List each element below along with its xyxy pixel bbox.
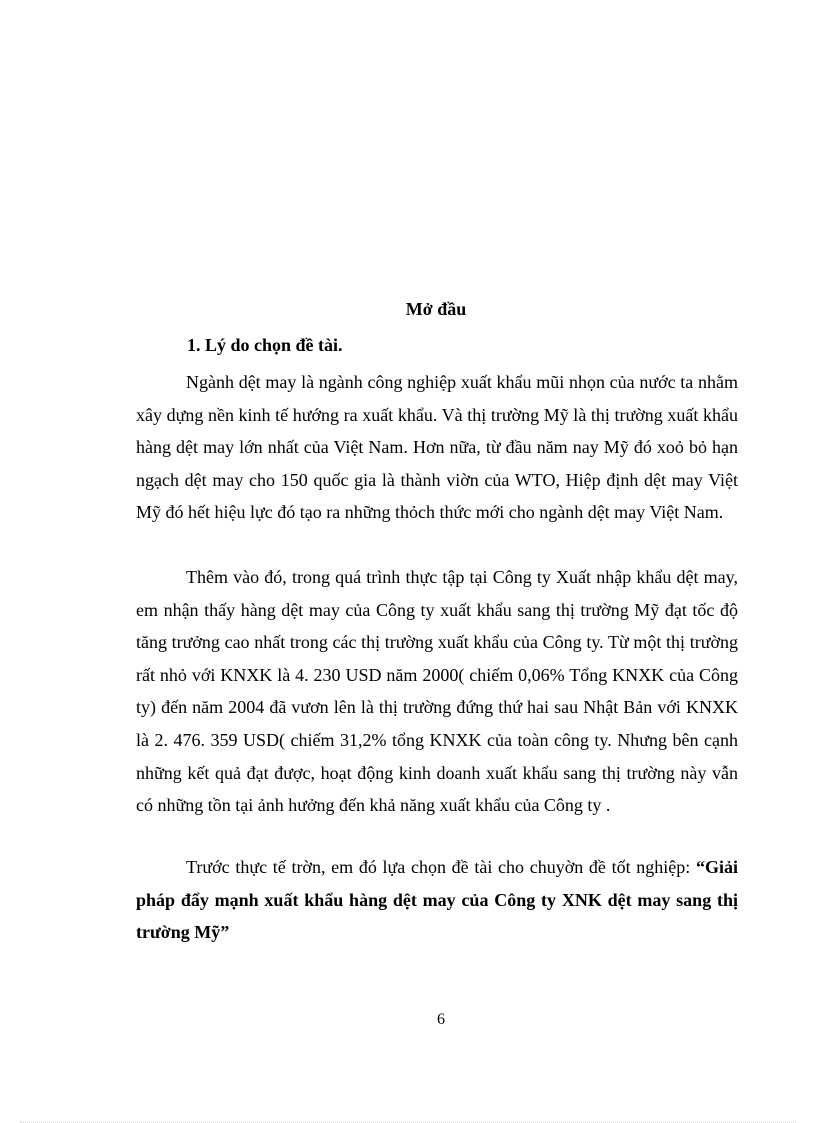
thesis-title: “Giải pháp đẩy mạnh xuất khẩu hàng dệt may của Công ty XNK dệt may sang thị trường Mỹ” [136, 857, 739, 943]
section-title: 1. Lý do chọn đề tài. [187, 335, 343, 355]
paragraph-reason-3 [136, 851, 738, 949]
document-heading: Mở đầu [405, 299, 467, 319]
page-number: 6 [437, 1011, 445, 1028]
paragraph-reason-3-text: Trước thực tế trờn, em đó lựa chọn đề tài cho chuyờn đề tốt nghiệp: [186, 857, 691, 877]
paragraph-reason-2: Thêm vào đó, trong quá trình thực tập tại Công ty Xuất nhập khẩu dệt may, em nhận thấy hàng dệt may của Công ty xuất khẩu sang thị trường Mỹ đạt tốc độ tăng trưởng cao nhất trong các thị trường xuất khẩu của Công ty. Từ một thị trường rất nhỏ với KNXK là 4. 230 USD năm 2000( chiếm 0,06% Tổng KNXK của Công ty) đến năm 2004 đã vươn lên là thị trường đứng thứ hai sau Nhật Bản với KNXK là 2. 476. 359 USD( chiếm 31,2% tổng KNXK của toàn công ty. Nhưng bên cạnh những kết quả đạt được, hoạt động kinh doanh xuất khẩu sang thị trường này vẫn có những tồn tại ảnh hưởng đến khả năng xuất khẩu của Công ty . [136, 567, 738, 816]
paragraph-reason-1: Ngành dệt may là ngành công nghiệp xuất khẩu mũi nhọn của nước ta nhằm xây dựng nền kinh tế hướng ra xuất khẩu. Và thị trường Mỹ là thị trường xuất khẩu hàng dệt may lớn nhất của Việt Nam. Hơn nữa, từ đầu năm nay Mỹ đó xoỏ bỏ hạn ngạch dệt may cho 150 quốc gia là thành viờn của WTO, Hiệp định dệt may Việt Mỹ đó hết hiệu lực đó tạo ra những thỏch thức mới cho ngành dệt may Việt Nam. [136, 372, 738, 523]
